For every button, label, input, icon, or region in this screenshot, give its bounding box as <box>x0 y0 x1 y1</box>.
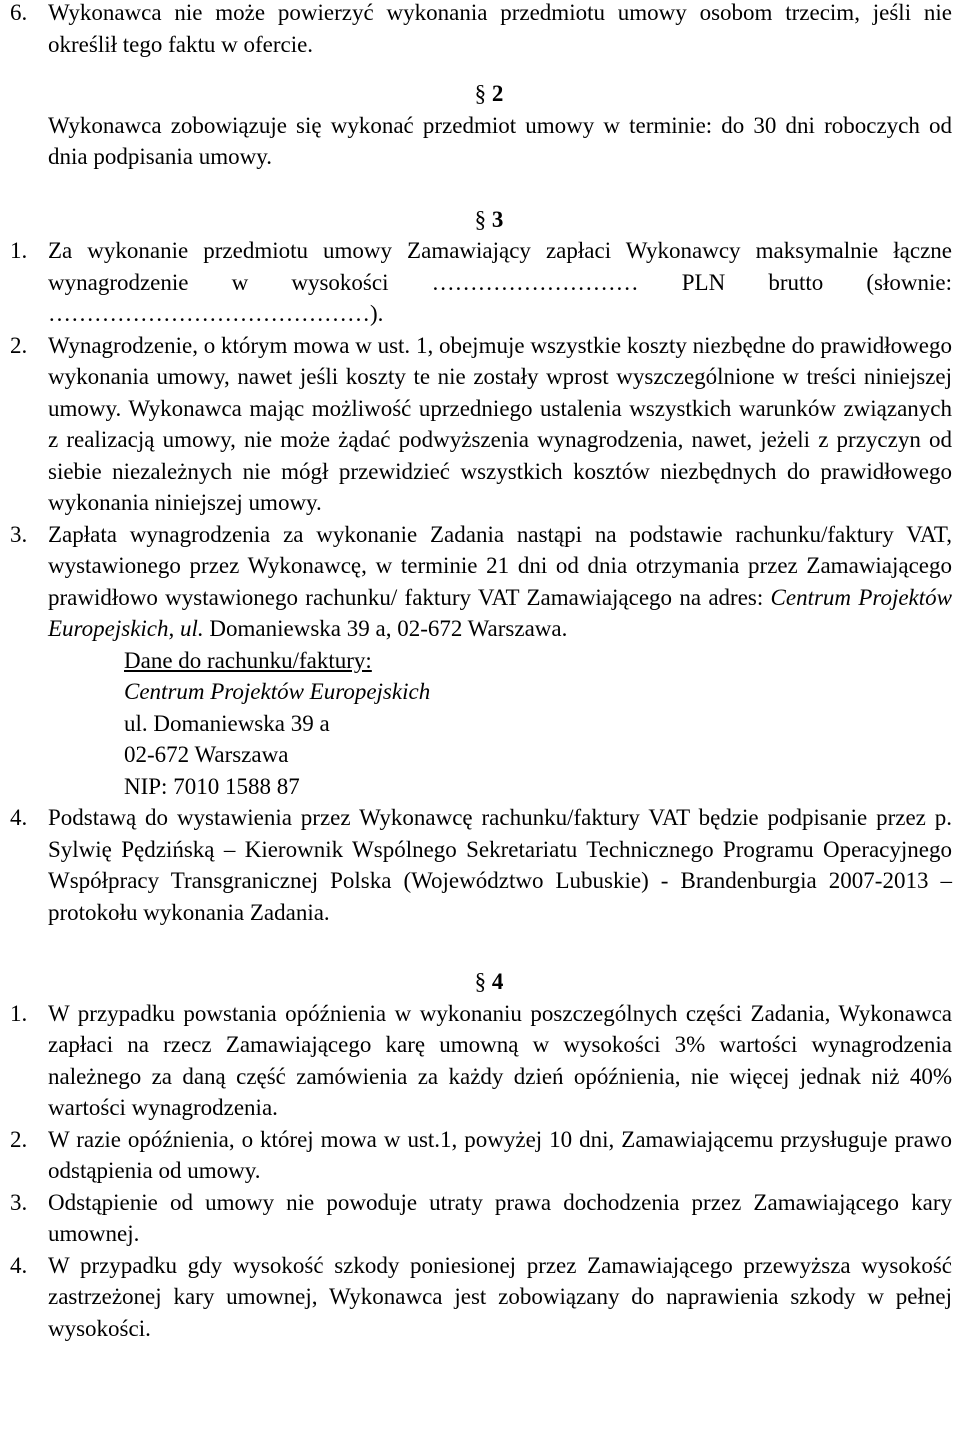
clause-number: 2. <box>10 1126 28 1152</box>
clause-4-4 <box>0 1250 960 1345</box>
section-heading-4 <box>0 966 960 998</box>
section-sign: § <box>474 81 487 106</box>
clause-4-3 <box>0 1187 960 1250</box>
section-2-text: Wykonawca zobowiązuje się wykonać przedmiot umowy w terminie: do 30 dni roboczych od dnia podpisania umowy. <box>48 112 952 169</box>
clause-4-1 <box>0 998 960 1124</box>
clause-text: Odstąpienie od umowy nie powoduje utraty prawa dochodzenia przez Zamawiającego kary umownej. <box>48 1189 952 1246</box>
invoice-city: 02-672 Warszawa <box>124 742 289 767</box>
clause-number: 1. <box>10 1000 28 1026</box>
clause-4-2 <box>0 1124 960 1187</box>
clause-3-4 <box>0 802 960 928</box>
clause-3-3 <box>0 519 960 645</box>
clause-text: Wynagrodzenie, o którym mowa w ust. 1, obejmuje wszystkie koszty niezbędne do prawidłowego wykonania umowy, nawet jeśli koszty te nie zostały wprost wyszczególnione w treści niniejszej umowy. Wykonawca mając możliwość uprzedniego ustalenia wszystkich warunków związanych z realizacją umowy, nie może żądać podwyższenia wynagrodzenia, nawet, jeżeli z przyczyn od siebie niezależnych nie mógł przewidzieć wszystkich kosztów niezbędnych do prawidłowego wykonania niniejszej umowy. <box>48 332 952 515</box>
section-number: 4 <box>491 969 504 994</box>
clause-number: 2. <box>10 332 28 358</box>
clause-text: Wykonawca nie może powierzyć wykonania przedmiotu umowy osobom trzecim, jeśli nie określił tego faktu w ofercie. <box>48 0 952 57</box>
clause-number: 3. <box>10 1189 28 1215</box>
clause-text: Podstawą do wystawienia przez Wykonawcę rachunku/faktury VAT będzie podpisanie przez p. Sylwię Pędzińską – Kierownik Wspólnego Sekretariatu Technicznego Programu Operacyjnego Współpracy Transgranicznej Polska (Województwo Lubuskie) - Brandenburgia 2007-2013 – protokołu wykonania Zadania. <box>48 805 952 925</box>
invoice-street: ul. Domaniewska 39 a <box>124 710 330 736</box>
invoice-heading: Dane do rachunku/faktury: <box>124 647 372 673</box>
clause-3-1 <box>0 235 960 330</box>
section-number: 3 <box>491 206 504 232</box>
invoice-nip: NIP: 7010 1588 87 <box>124 773 300 799</box>
section-sign: § <box>474 206 487 232</box>
clause-text: W przypadku gdy wysokość szkody poniesionej przez Zamawiającego przewyższa wysokość zastrzeżonej kary umownej, Wykonawca jest zobowiązany do naprawienia szkody w pełnej wysokości. <box>48 1252 952 1341</box>
clause-text: Zapłata wynagrodzenia za wykonanie Zadania nastąpi na podstawie rachunku/faktury VAT, wystawionego przez Wykonawcę, w terminie 21 dni od dnia otrzymania przez Zamawiającego prawidłowo wystawionego rachunku/ faktury VAT Zamawiającego na adres: <box>48 521 952 610</box>
clause-number: 4. <box>10 805 28 830</box>
section-heading-3 <box>0 204 960 236</box>
clause-text: W razie opóźnienia, o której mowa w ust.1, powyżej 10 dni, Zamawiającemu przysługuje prawo odstąpienia od umowy. <box>48 1126 952 1183</box>
clause-number: 4. <box>10 1252 28 1278</box>
section-sign: § <box>474 969 487 994</box>
clause-text: Za wykonanie przedmiotu umowy Zamawiający zapłaci Wykonawcy maksymalnie łączne wynagrodzenie w wysokości ……………………… PLN brutto (słownie: ……………………………………). <box>48 238 952 326</box>
clause-address-tail: Domaniewska 39 a, 02-672 Warszawa. <box>209 616 568 641</box>
invoice-name: Centrum Projektów Europejskich <box>124 679 431 704</box>
section-number: 2 <box>491 81 504 106</box>
clause-text: W przypadku powstania opóźnienia w wykonaniu poszczególnych części Zadania, Wykonawca zapłaci na rzecz Zamawiającego karę umowną w wysokości 3% wartości wynagrodzenia należnego za daną część zamówienia za każdy dzień opóźnienia, nie więcej jednak niż 40% wartości wynagrodzenia. <box>48 1000 952 1120</box>
invoice-details <box>0 645 960 803</box>
clause-number: 1. <box>10 238 28 263</box>
section-heading-2 <box>0 78 960 110</box>
clause-address-italic: Centrum Projektów Europejskich, ul. <box>48 584 953 641</box>
clause-1-6 <box>0 0 960 60</box>
clause-3-2 <box>0 330 960 519</box>
clause-number: 6. <box>10 0 28 25</box>
clause-number: 3. <box>10 521 28 547</box>
